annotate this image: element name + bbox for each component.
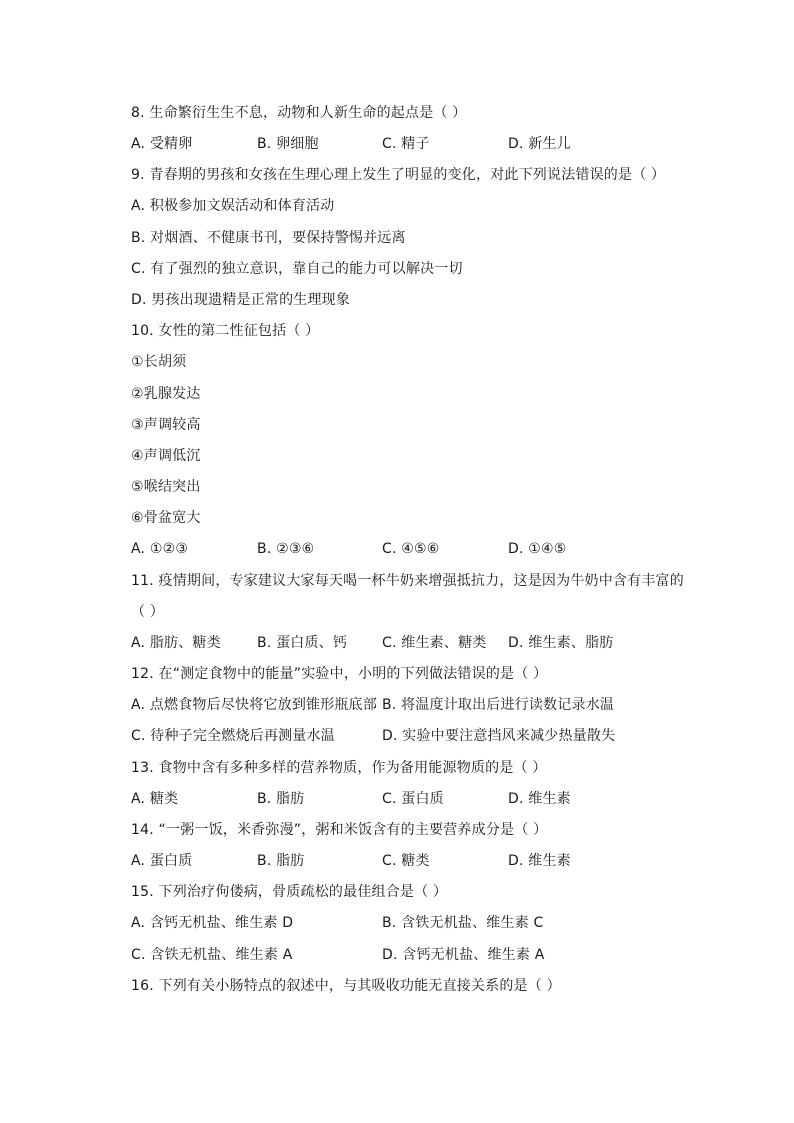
q14-stem: 14. “一粥一饭，米香弥漫”，粥和米饭含有的主要营养成分是（ ） xyxy=(131,822,548,838)
q9-option-a: A. 积极参加文娱活动和体育活动 xyxy=(131,198,335,214)
q14-option-b: B. 脂肪 xyxy=(257,853,305,869)
q12-stem: 12. 在“测定食物中的能量”实验中，小明的下列做法错误的是（ ） xyxy=(131,666,548,682)
q16-stem: 16. 下列有关小肠特点的叙述中，与其吸收功能无直接关系的是（ ） xyxy=(131,978,561,994)
q11-stem-continued: （ ） xyxy=(131,604,165,620)
q15-option-c: C. 含铁无机盐、维生素 A xyxy=(131,947,293,963)
q9-option-b: B. 对烟酒、不健康书刊，要保持警惕并远离 xyxy=(131,230,406,246)
q14-option-a: A. 蛋白质 xyxy=(131,853,193,869)
q8-option-a: A. 受精卵 xyxy=(131,136,193,152)
q8-option-c: C. 精子 xyxy=(382,136,430,152)
q10-stem: 10. 女性的第二性征包括（ ） xyxy=(131,323,320,339)
q10-option-b: B. ②③⑥ xyxy=(257,541,315,557)
q10-option-a: A. ①②③ xyxy=(131,541,189,557)
q12-option-a: A. 点燃食物后尽快将它放到锥形瓶底部 xyxy=(131,697,378,713)
q15-option-d: D. 含钙无机盐、维生素 A xyxy=(382,947,545,963)
q14-option-c: C. 糖类 xyxy=(382,853,430,869)
q11-option-b: B. 蛋白质、钙 xyxy=(257,635,348,651)
q11-option-d: D. 维生素、脂肪 xyxy=(508,635,614,651)
q8-option-b: B. 卵细胞 xyxy=(257,136,319,152)
q14-option-d: D. 维生素 xyxy=(508,853,571,869)
q8-option-d: D. 新生儿 xyxy=(508,136,571,152)
q10-item-6: ⑥骨盆宽大 xyxy=(131,510,201,526)
q10-item-1: ①长胡须 xyxy=(131,354,187,370)
q11-option-c: C. 维生素、糖类 xyxy=(382,635,487,651)
q10-option-c: C. ④⑤⑥ xyxy=(382,541,440,557)
q12-option-b: B. 将温度计取出后进行读数记录水温 xyxy=(382,697,615,713)
q10-option-d: D. ①④⑤ xyxy=(508,541,567,557)
q12-option-d: D. 实验中要注意挡风来减少热量散失 xyxy=(382,728,616,744)
q15-stem: 15. 下列治疗佝偻病，骨质疏松的最佳组合是（ ） xyxy=(131,884,448,900)
q15-option-a: A. 含钙无机盐、维生素 D xyxy=(131,915,294,931)
q9-option-d: D. 男孩出现遗精是正常的生理现象 xyxy=(131,292,351,308)
q13-stem: 13. 食物中含有多种多样的营养物质，作为备用能源物质的是（ ） xyxy=(131,760,547,776)
q13-option-d: D. 维生素 xyxy=(508,791,571,807)
q15-option-b: B. 含铁无机盐、维生素 C xyxy=(382,915,544,931)
q13-option-a: A. 糖类 xyxy=(131,791,179,807)
q10-item-5: ⑤喉结突出 xyxy=(131,479,201,495)
q11-option-a: A. 脂肪、糖类 xyxy=(131,635,221,651)
q12-option-c: C. 待种子完全燃烧后再测量水温 xyxy=(131,728,335,744)
q13-option-b: B. 脂肪 xyxy=(257,791,305,807)
q13-option-c: C. 蛋白质 xyxy=(382,791,444,807)
q10-item-3: ③声调较高 xyxy=(131,417,201,433)
q11-stem: 11. 疫情期间，专家建议大家每天喝一杯牛奶来增强抵抗力，这是因为牛奶中含有丰富的 xyxy=(131,573,684,589)
q9-stem: 9. 青春期的男孩和女孩在生理心理上发生了明显的变化，对此下列说法错误的是（ ） xyxy=(131,167,666,183)
q8-stem: 8. 生命繁衍生生不息，动物和人新生命的起点是（ ） xyxy=(131,105,467,121)
q9-option-c: C. 有了强烈的独立意识，靠自己的能力可以解决一切 xyxy=(131,261,463,277)
q10-item-2: ②乳腺发达 xyxy=(131,386,201,402)
q10-item-4: ④声调低沉 xyxy=(131,448,201,464)
